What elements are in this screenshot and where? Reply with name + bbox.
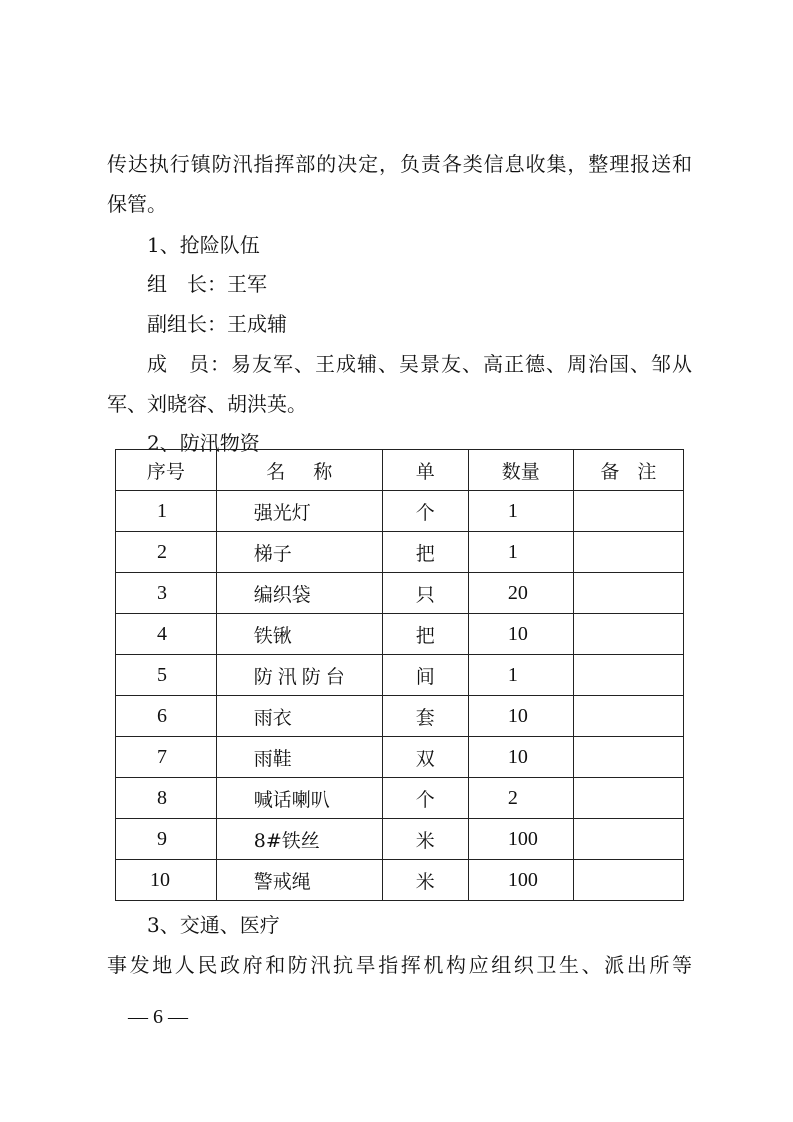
leader-row	[147, 272, 267, 296]
header-note: 备注	[573, 450, 683, 491]
cell-note	[573, 696, 683, 737]
cell-seq: 3	[116, 573, 217, 614]
cell-name: 梯子	[216, 532, 382, 573]
members-list: 易友军、王成辅、吴景友、高正德、周治国、邹从	[231, 352, 692, 376]
table-row	[116, 860, 684, 901]
cell-seq: 6	[116, 696, 217, 737]
deputy-name: 王成辅	[227, 312, 287, 336]
cell-qty: 100	[468, 860, 573, 901]
cell-name: 警戒绳	[216, 860, 382, 901]
cell-seq: 10	[116, 860, 217, 901]
cell-unit: 米	[382, 860, 468, 901]
cell-unit: 间	[382, 655, 468, 696]
cell-note	[573, 491, 683, 532]
table-row	[116, 778, 684, 819]
table-row	[116, 737, 684, 778]
cell-note	[573, 860, 683, 901]
cell-qty: 10	[468, 696, 573, 737]
cell-seq: 1	[116, 491, 217, 532]
members-label: 成 员：	[147, 352, 231, 376]
table-row	[116, 819, 684, 860]
paragraph-line: 传达执行镇防汛指挥部的决定，负责各类信息收集，整理报送和	[107, 152, 692, 176]
table-header-row	[116, 450, 684, 491]
cell-seq: 4	[116, 614, 217, 655]
flood-supplies-table	[115, 449, 684, 901]
section-title: 1、抢险队伍	[147, 233, 260, 257]
leader-label: 组 长：	[147, 272, 227, 296]
cell-unit: 把	[382, 614, 468, 655]
cell-unit: 米	[382, 819, 468, 860]
table-row	[116, 696, 684, 737]
table-row	[116, 655, 684, 696]
cell-unit: 只	[382, 573, 468, 614]
cell-name: 防汛防台	[216, 655, 382, 696]
cell-seq: 7	[116, 737, 217, 778]
cell-qty: 1	[468, 655, 573, 696]
cell-seq: 9	[116, 819, 217, 860]
cell-unit: 个	[382, 778, 468, 819]
cell-note	[573, 573, 683, 614]
cell-name: 雨鞋	[216, 737, 382, 778]
cell-name: 雨衣	[216, 696, 382, 737]
cell-name: 强光灯	[216, 491, 382, 532]
cell-note	[573, 737, 683, 778]
cell-seq: 8	[116, 778, 217, 819]
cell-note	[573, 778, 683, 819]
leader-name: 王军	[227, 272, 267, 296]
cell-qty: 2	[468, 778, 573, 819]
cell-note	[573, 532, 683, 573]
cell-qty: 100	[468, 819, 573, 860]
page-number: — 6 —	[128, 1006, 188, 1028]
members-row-continued: 军、刘晓容、胡洪英。	[107, 392, 307, 416]
cell-unit: 套	[382, 696, 468, 737]
cell-seq: 5	[116, 655, 217, 696]
cell-unit: 把	[382, 532, 468, 573]
cell-name: 8#铁丝	[216, 819, 382, 860]
paragraph-line: 事发地人民政府和防汛抗旱指挥机构应组织卫生、派出所等	[107, 953, 692, 977]
cell-name: 铁锹	[216, 614, 382, 655]
cell-note	[573, 655, 683, 696]
paragraph-line: 保管。	[107, 192, 167, 216]
cell-qty: 1	[468, 491, 573, 532]
cell-name: 编织袋	[216, 573, 382, 614]
header-unit: 单	[382, 450, 468, 491]
cell-note	[573, 614, 683, 655]
deputy-row	[147, 312, 287, 336]
table-row	[116, 491, 684, 532]
header-name: 名称	[216, 450, 382, 491]
cell-note	[573, 819, 683, 860]
cell-name: 喊话喇叭	[216, 778, 382, 819]
cell-qty: 10	[468, 614, 573, 655]
section-title: 2、防汛物资	[147, 431, 260, 455]
header-seq: 序号	[116, 450, 217, 491]
section-title: 3、交通、医疗	[147, 913, 280, 937]
table-row	[116, 532, 684, 573]
table-row	[116, 573, 684, 614]
deputy-label: 副组长：	[147, 312, 227, 336]
table-row	[116, 614, 684, 655]
cell-qty: 20	[468, 573, 573, 614]
cell-unit: 个	[382, 491, 468, 532]
header-qty: 数量	[468, 450, 573, 491]
members-row	[147, 352, 692, 376]
cell-qty: 10	[468, 737, 573, 778]
cell-qty: 1	[468, 532, 573, 573]
cell-unit: 双	[382, 737, 468, 778]
cell-seq: 2	[116, 532, 217, 573]
